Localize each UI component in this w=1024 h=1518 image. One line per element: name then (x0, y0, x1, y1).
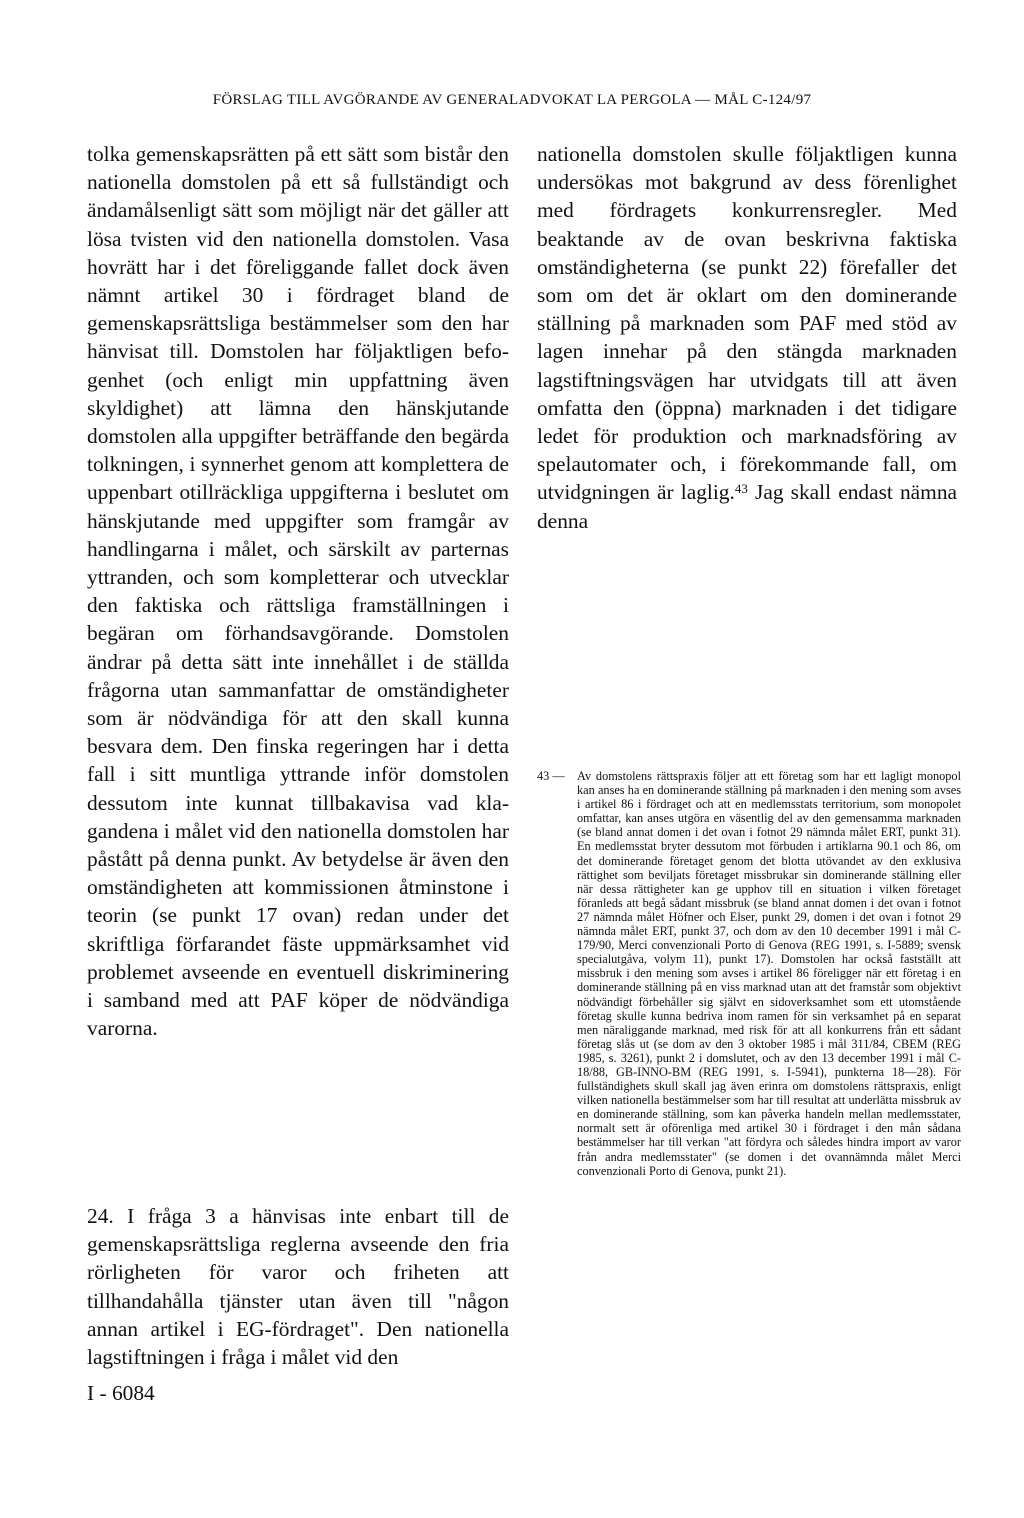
footnote-text: Av domstolens rättspraxis följer att ett företag som har ett lagligt monopol kan anses ha en dominerande ställning på marknaden i den mening som avses i artikel 86 i fördraget och att en medlemsstats territorium, som monopolet omfattar, kan anses utgöra en väsentlig del av den gemensamma marknaden (se bland annat domen i det ovan i fotnot 29 nämnda målet ERT, punkt 31). En medlemsstat bryter dessutom mot förbuden i artiklarna 90.1 och 86, om det dominerande företaget genom det blotta utövandet av den exklusiva rättighet som beviljats företaget missbrukar sin dominerande ställning eller när dessa rättigheter kan ge upphov till en situation i vilken företaget föranleds att begå sådant missbruk (se bland annat domen i det ovan i fotnot 27 nämnda målet Höfner och Elser, punkt 29, domen i det ovan i fotnot 29 nämnda målet ERT, punkt 37, och dom av den 10 december 1991 i mål C-179/90, Merci convenzionali Porto di Genova (REG 1991, s. I-5889; svensk specialutgåva, volym 11), punkt 17). Domstolen har också fastställt att missbruk i den mening som avses i artikel 86 föreligger när ett företag i en dominerande ställning på en viss marknad utan att det framstår som objektivt nödvändigt förbehåller sig självt en sidoverksamhet som ett utomstående företag skulle kunna bedriva inom ramen för sin verksamhet på en separat men näraliggande marknad, med risk för att all konkurrens från ett sådant företag slås ut (se dom av den 3 oktober 1985 i mål 311/84, CBEM (REG 1985, s. 3261), punkt 2 i domslutet, och av den 13 december 1991 i mål C-18/88, GB-INNO-BM (REG 1991, s. I-5941), punkterna 18—28). För fullständighets skull skall jag även erinra om domstolens rättspraxis, enligt vilken nationella bestämmelser som har till resultat att underlätta missbruk av en dominerande ställning, som kan påverka handeln mellan medlemsstater, normalt sett är oförenliga med artikel 30 i fördraget i den mån sådana bestämmelser har till verkan "att fördyra och således hindra import av varor från andra medlemsstater" (se domen i det ovannämnda målet Merci convenzionali Porto di Genova, punkt 21). (577, 769, 961, 1178)
footnote-number: 43 — (537, 769, 565, 783)
footnote (537, 769, 961, 1178)
running-header: FÖRSLAG TILL AVGÖRANDE AV GENERALADVOKAT LA PERGOLA — MÅL C-124/97 (212, 92, 812, 108)
body-paragraph: 24. I fråga 3 a hänvisas inte enbart till de gemenskapsrättsliga reglerna avseende den fria rörligheten för varor och friheten att tillhandahålla tjänster utan även till "någon annan artikel i EG-fördraget". Den nationella lagstiftningen i fråga i målet vid den (87, 1204, 509, 1370)
left-column (87, 140, 509, 1043)
right-column (537, 140, 957, 535)
body-paragraph: tolka gemenskapsrätten på ett sätt som bistår den nationella domstolen på ett så fullständigt och ändamålsenligt sätt som möjligt när det gäller att lösa tvisten vid den nationella domstolen. Vasa hovrätt har i det föreliggande fallet dock även nämnt artikel 30 i fördraget bland de gemenskapsrättsliga bestämmelser som den har hänvisat till. Domstolen har följaktligen befogenhet (och enligt min uppfattning även skyldighet) att lämna den hänskjutande domstolen alla uppgifter beträffande den begärda tolkningen, i synnerhet genom att komplettera de uppenbart otillräckliga uppgifterna i beslutet om hänskjutande med uppgifter som framgår av handlingarna i målet, och särskilt av parternas yttranden, och som kompletterar och utvecklar den faktiska och rättsliga framställningen i begäran om förhandsavgörande. Domstolen ändrar på detta sätt inte innehållet i de ställda frågorna utan sammanfattar de omständigheter som är nödvändiga för att den skall kunna besvara dem. Den finska regeringen har i detta fall i sitt muntliga yttrande inför domstolen dessutom inte kunnat tillbakavisa vad klagandena i målet vid den nationella domstolen har påstått på denna punkt. Av betydelse är även den omständigheten att kommissionen åtminstone i teorin (se punkt 17 ovan) redan under det skriftliga förfarandet fäste uppmärksamhet vid problemet avseende en eventuell diskriminering i samband med att PAF köper de nödvändiga varorna. (87, 142, 509, 1041)
paragraph-text: nationella domstolen skulle följaktligen kunna undersökas mot bakgrund av dess förenlighet med fördragets konkurrensregler. Med beaktande av de ovan beskrivna faktiska omständigheterna (se punkt 22) förefaller det som om det är oklart om den dominerande ställning på marknaden som PAF med stöd av lagen innehar på den stängda marknaden lagstiftningsvägen har utvidgats till att även omfatta den (öppna) marknaden i det tidigare ledet för produktion och marknadsföring av spelautomater och, i förekommande fall, om utvidgningen är laglig. (537, 142, 957, 505)
paragraph-24 (87, 1202, 509, 1371)
footnote-reference[interactable]: 43 (734, 481, 748, 497)
page-number: I - 6084 (87, 1381, 155, 1405)
paragraph-text-continued: Jag skall endast nämna denna (537, 480, 958, 533)
body-paragraph (537, 140, 957, 535)
